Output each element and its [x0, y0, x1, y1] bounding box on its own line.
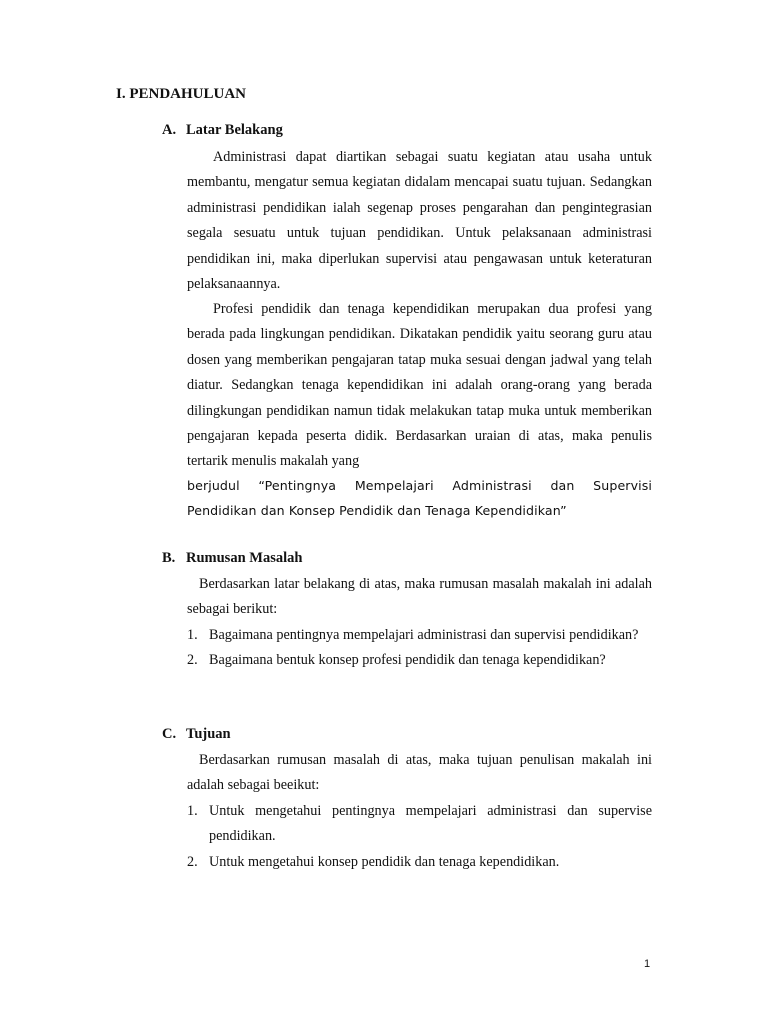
section-b-list: [187, 623, 652, 674]
list-item: [187, 850, 652, 875]
list-item: [187, 648, 652, 673]
section-b-intro: Berdasarkan latar belakang di atas, maka rumusan masalah makalah ini adalah sebagai berikut:: [187, 576, 652, 618]
section-a-letter: A.: [162, 122, 177, 138]
list-item-text: Untuk mengetahui pentingnya mempelajari administrasi dan supervise pendidikan.: [209, 803, 652, 845]
section-a-paragraph-1: Administrasi dapat diartikan sebagai suatu kegiatan atau usaha untuk membantu, mengatur semua kegiatan didalam mencapai suatu tujuan. Sedangkan administrasi pendidikan ialah segenap proses pengarahan dan pengintegrasian segala sesuatu untuk tujuan pendidikan. Untuk pelaksanaan administrasi pendidikan ini, maka diperlukan supervisi atau pengawasan untuk keteraturan pelaksanaannya.: [187, 149, 652, 293]
section-c-list: [187, 799, 652, 875]
section-c-title: Tujuan: [186, 726, 231, 742]
list-item-text: Untuk mengetahui konsep pendidik dan tenaga kependidikan.: [209, 853, 560, 870]
list-item-number: 1.: [187, 627, 198, 643]
section-a-title: Latar Belakang: [186, 122, 283, 138]
page-number: 1: [644, 958, 651, 970]
list-item-number: 2.: [187, 652, 198, 669]
section-c-intro: Berdasarkan rumusan masalah di atas, maka tujuan penulisan makalah ini adalah sebagai beeikut:: [187, 752, 652, 794]
list-item-text: Bagaimana bentuk konsep profesi pendidik dan tenaga kependidikan?: [209, 652, 606, 669]
chapter-heading: I. PENDAHULUAN: [116, 86, 247, 102]
section-b-title: Rumusan Masalah: [186, 550, 303, 566]
section-c-heading: [162, 726, 231, 743]
section-b-heading: [162, 550, 302, 567]
list-item-number: 2.: [187, 853, 198, 870]
section-c-letter: C.: [162, 726, 177, 742]
section-a-heading: [162, 122, 283, 139]
list-item: [187, 623, 652, 648]
list-item-number: 1.: [187, 803, 198, 819]
list-item-text: Bagaimana pentingnya mempelajari administrasi dan supervisi pendidikan?: [209, 627, 639, 643]
section-a-paragraph-2: Profesi pendidik dan tenaga kependidikan merupakan dua profesi yang berada pada lingkungan pendidikan. Dikatakan pendidik yaitu seorang guru atau dosen yang memberikan pengajaran tatap muka sesuai dengan jadwal yang telah diatur. Sedangkan tenaga kependidikan ini adalah orang-orang yang berada dilingkungan pendidikan namun tidak melakukan tatap muka untuk memberikan pengajaran kepada peserta didik. Berdasarkan uraian di atas, maka penulis tertarik menulis makalah yang: [187, 301, 652, 470]
list-item: [187, 799, 652, 850]
section-b-letter: B.: [162, 550, 176, 566]
section-a-paragraph-3: berjudul “Pentingnya Mempelajari Administrasi dan Supervisi Pendidikan dan Konsep Pendidik dan Tenaga Kependidikan”: [187, 478, 652, 519]
